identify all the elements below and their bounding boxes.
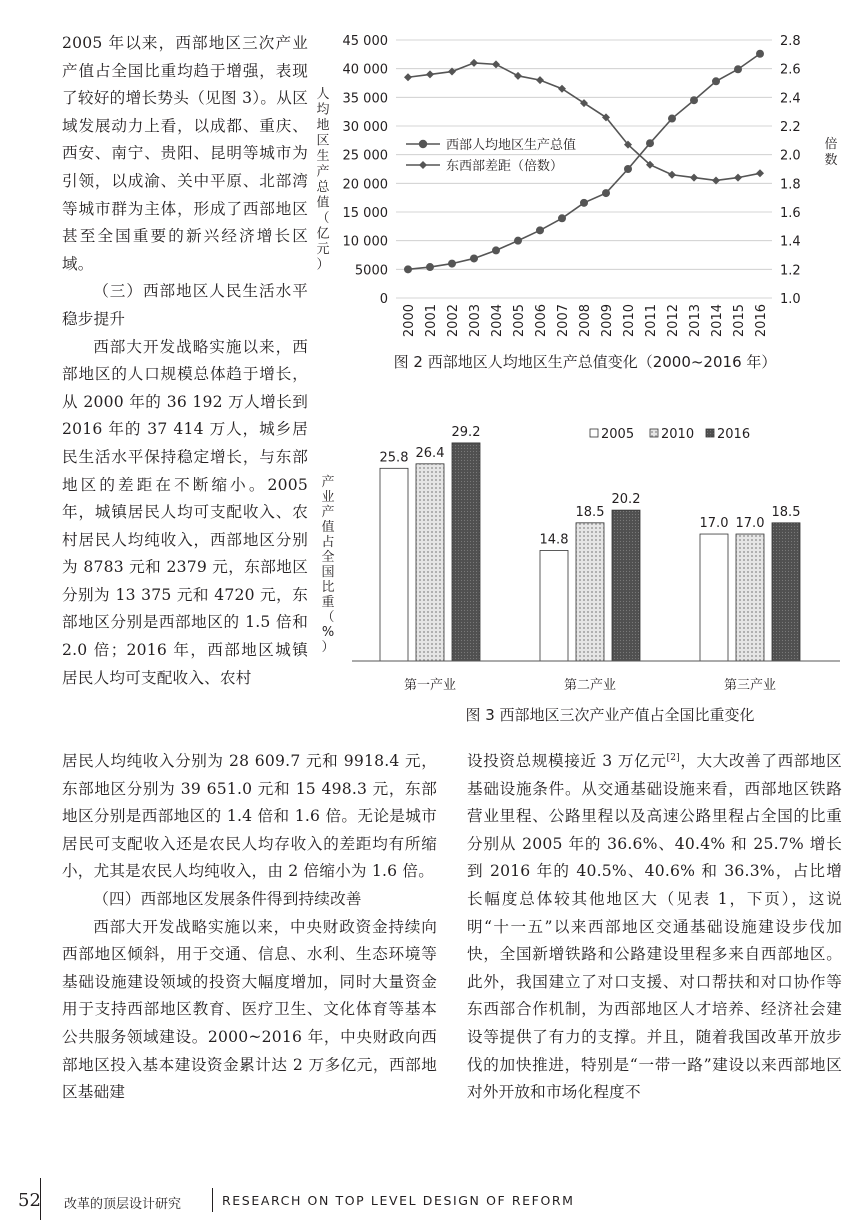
y2-tick-label: 2.8	[780, 34, 801, 49]
x-tick-label: 2013	[688, 304, 703, 338]
x-tick-label: 2001	[424, 304, 439, 338]
data-point	[448, 260, 456, 268]
figure-2-line-chart	[310, 28, 850, 376]
legend	[406, 137, 576, 174]
data-point	[470, 254, 478, 262]
x-tick-label: 2003	[468, 304, 483, 338]
x-tick-label: 2004	[490, 304, 505, 338]
x-tick-label: 2010	[622, 304, 637, 338]
data-point	[756, 169, 764, 177]
y2-tick-label: 2.2	[780, 120, 801, 135]
legend-label: 2005	[601, 427, 635, 442]
bar-2005-1	[380, 468, 408, 661]
data-point	[668, 171, 676, 179]
right-axis-label: 倍数	[824, 137, 838, 168]
bar-2010-2	[576, 523, 604, 661]
data-point	[580, 199, 588, 207]
data-point	[668, 115, 676, 123]
journal-name-en: RESEARCH ON TOP LEVEL DESIGN OF REFORM	[222, 1193, 575, 1208]
y-axis-label: 产业产值占全国比重（%）	[321, 475, 335, 655]
data-point	[690, 174, 698, 182]
paragraph: 西部大开发战略实施以来，西部地区的人口规模总体趋于增长，从 2000 年的 36 192 万人增长到 2016 年的 37 414 万人，城乡居民生活水平保持稳定增长，与东部地区的差距在不断缩小。2005 年，城镇居民人均可支配收入、农村居民人均纯收入，西部地区分别为 8783 元和 2379 元，东部地区分别为 13 375 元和 4720 元，东部地区分别是西部地区的 1.5 倍和 2.0 倍；2016 年，西部地区城镇居民人均可支配收入、农村	[62, 337, 308, 687]
bar-2016-3	[772, 523, 800, 661]
bar-value-label: 18.5	[771, 504, 801, 520]
paragraph: 2005 年以来，西部地区三次产业产值占全国比重均趋于增强，表现了较好的增长势头（见图 3）。从区域发展动力上看，以成都、重庆、西安、南宁、贵阳、昆明等城市为引领，以成渝、关中平原、北部湾等城市群为主体，形成了西部地区甚至全国重要的新兴经济增长区域。	[62, 34, 308, 273]
paragraph	[467, 748, 842, 1107]
y2-tick-label: 1.2	[780, 263, 801, 279]
y-tick-label: 25 000	[342, 148, 388, 164]
x-tick-label: 2008	[578, 304, 593, 338]
left-column-top	[62, 30, 308, 692]
legend	[590, 427, 750, 442]
data-point	[558, 85, 566, 93]
figure-2-caption: 图 2 西部地区人均地区生产总值变化（2000~2016 年）	[393, 353, 777, 371]
y2-tick-label: 2.0	[780, 148, 801, 164]
y2-tick-label: 1.8	[780, 177, 801, 193]
y-tick-label: 15 000	[342, 206, 388, 221]
journal-name-zh: 改革的顶层设计研究	[64, 1197, 182, 1212]
x-axis-ticks	[402, 304, 769, 337]
left-axis-label: 人均地区生产总值（亿元）	[316, 87, 330, 273]
bar-value-label: 20.2	[611, 492, 641, 508]
y-tick-label: 20 000	[342, 177, 388, 193]
bar-2010-3	[736, 534, 764, 661]
data-point	[734, 65, 742, 73]
page-number: 52	[18, 1190, 41, 1211]
data-point	[492, 246, 500, 254]
legend-label: 东西部差距（倍数）	[446, 159, 564, 174]
y-tick-label: 5000	[354, 263, 388, 279]
text-run: 设投资总规模接近 3 万亿元	[467, 752, 667, 770]
x-tick-label: 2000	[402, 304, 417, 338]
data-point	[536, 226, 544, 234]
y-tick-label: 40 000	[342, 62, 388, 78]
data-point	[404, 265, 412, 273]
bar-2005-2	[540, 550, 568, 661]
x-tick-label: 2002	[446, 304, 461, 338]
y-tick-label: 30 000	[342, 120, 388, 135]
legend-label: 2016	[717, 427, 751, 442]
y-tick-label: 35 000	[342, 91, 388, 107]
bars	[380, 443, 800, 661]
category-label: 第一产业	[403, 678, 457, 693]
left-axis-ticks	[343, 34, 389, 307]
data-point	[426, 263, 434, 271]
data-point	[514, 72, 522, 80]
y-tick-label: 45 000	[342, 34, 388, 49]
data-point	[404, 73, 412, 81]
x-tick-label: 2011	[644, 304, 659, 338]
data-point	[426, 70, 434, 78]
legend-swatch	[650, 429, 658, 437]
x-tick-label: 2016	[754, 304, 769, 338]
section-heading-4: （四）西部地区发展条件得到持续改善	[93, 889, 362, 908]
legend-swatch	[706, 429, 714, 437]
citation-ref: [2]	[666, 752, 680, 763]
x-tick-label: 2012	[666, 304, 681, 338]
data-point	[646, 139, 654, 147]
footer-separator	[212, 1188, 213, 1212]
data-point	[470, 59, 478, 67]
paragraph: 居民人均纯收入分别为 28 609.7 元和 9918.4 元，东部地区分别为 39 651.0 元和 15 498.3 元，东部地区分别是西部地区的 1.4 倍和 1.6 倍。无论是城市居民可支配收入还是农民人均存收入的差距均有所缩小，尤其是农民人均纯收入，由 2 倍缩小为 1.6 倍。	[62, 752, 437, 881]
legend-label: 2010	[661, 427, 695, 442]
bar-value-label: 26.4	[415, 445, 445, 461]
data-point	[756, 50, 764, 58]
y2-tick-label: 1.6	[780, 206, 801, 221]
data-point	[602, 189, 610, 197]
legend-label: 西部人均地区生产总值	[446, 138, 577, 153]
text-run: ，大大改善了西部地区基础设施条件。从交通基础设施来看，西部地区铁路营业里程、公路里程以及高速公路里程占全国的比重分别从 2005 年的 36.6%、40.4% 和 25.7% 增长到 2016 年的 40.5%、40.6% 和 36.3%，占比增长幅度总体较其他地区大（见表 1，下页），这说明“十一五”以来西部地区交通基础设施建设步伐加快，全国新增铁路和公路建设里程多来自西部地区。此外，我国建立了对口支援、对口帮扶和对口协作等东西部合作机制，为西部地区人才培养、经济社会建设等提供了有力的支撑。并且，随着我国改革开放步伐的加快推进，特别是“一带一路”建设以来西部地区对外开放和市场化程度不	[467, 752, 842, 1102]
section-heading-3: （三）西部地区人民生活水平稳步提升	[62, 282, 308, 328]
y2-tick-label: 1.4	[780, 234, 801, 250]
bar-value-label: 18.5	[575, 504, 605, 520]
bar-value-label: 17.0	[699, 516, 729, 532]
y2-tick-label: 2.6	[780, 62, 801, 78]
right-axis-ticks	[780, 34, 801, 307]
y-tick-label: 0	[379, 292, 388, 307]
x-tick-label: 2005	[512, 304, 527, 338]
legend-marker	[419, 161, 427, 169]
bar-value-label: 14.8	[539, 532, 569, 548]
data-point	[690, 96, 698, 104]
paragraph: 西部大开发战略实施以来，中央财政资金持续向西部地区倾斜，用于交通、信息、水利、生态环境等基础设施建设领域的投资大幅度增加，同时大量资金用于支持西部地区教育、医疗卫生、文化体育等基本公共服务领域建设。2000~2016 年，中央财政向西部地区投入基本建设资金累计达 2 万多亿元，西部地区基础建	[62, 917, 437, 1102]
figure-3-bar-chart	[310, 402, 850, 732]
x-tick-label: 2006	[534, 304, 549, 338]
data-point	[558, 214, 566, 222]
category-label: 第三产业	[723, 678, 777, 693]
data-point	[734, 174, 742, 182]
bar-2010-1	[416, 464, 444, 661]
bar-2016-1	[452, 443, 480, 661]
figure-3-caption: 图 3 西部地区三次产业产值占全国比重变化	[465, 706, 755, 724]
data-point	[712, 77, 720, 85]
category-labels	[404, 677, 776, 693]
bar-value-label: 29.2	[451, 424, 481, 440]
y2-tick-label: 2.4	[780, 91, 801, 107]
data-point	[492, 60, 500, 68]
y-tick-label: 10 000	[342, 234, 388, 250]
legend-swatch	[590, 429, 598, 437]
right-column-bottom	[467, 748, 842, 1107]
data-point	[580, 99, 588, 107]
bar-2016-2	[612, 510, 640, 661]
x-tick-label: 2015	[732, 304, 747, 338]
data-point	[514, 237, 522, 245]
bar-value-label: 17.0	[735, 516, 765, 532]
category-label: 第二产业	[563, 678, 617, 693]
y2-tick-label: 1.0	[780, 292, 801, 307]
data-point	[624, 165, 632, 173]
legend-marker	[419, 140, 427, 148]
bar-value-label: 25.8	[379, 450, 409, 466]
x-tick-label: 2014	[710, 304, 725, 338]
bar-2005-3	[700, 534, 728, 661]
x-tick-label: 2007	[556, 304, 571, 338]
data-point	[536, 76, 544, 84]
x-tick-label: 2009	[600, 304, 615, 338]
left-column-bottom	[62, 748, 437, 1107]
